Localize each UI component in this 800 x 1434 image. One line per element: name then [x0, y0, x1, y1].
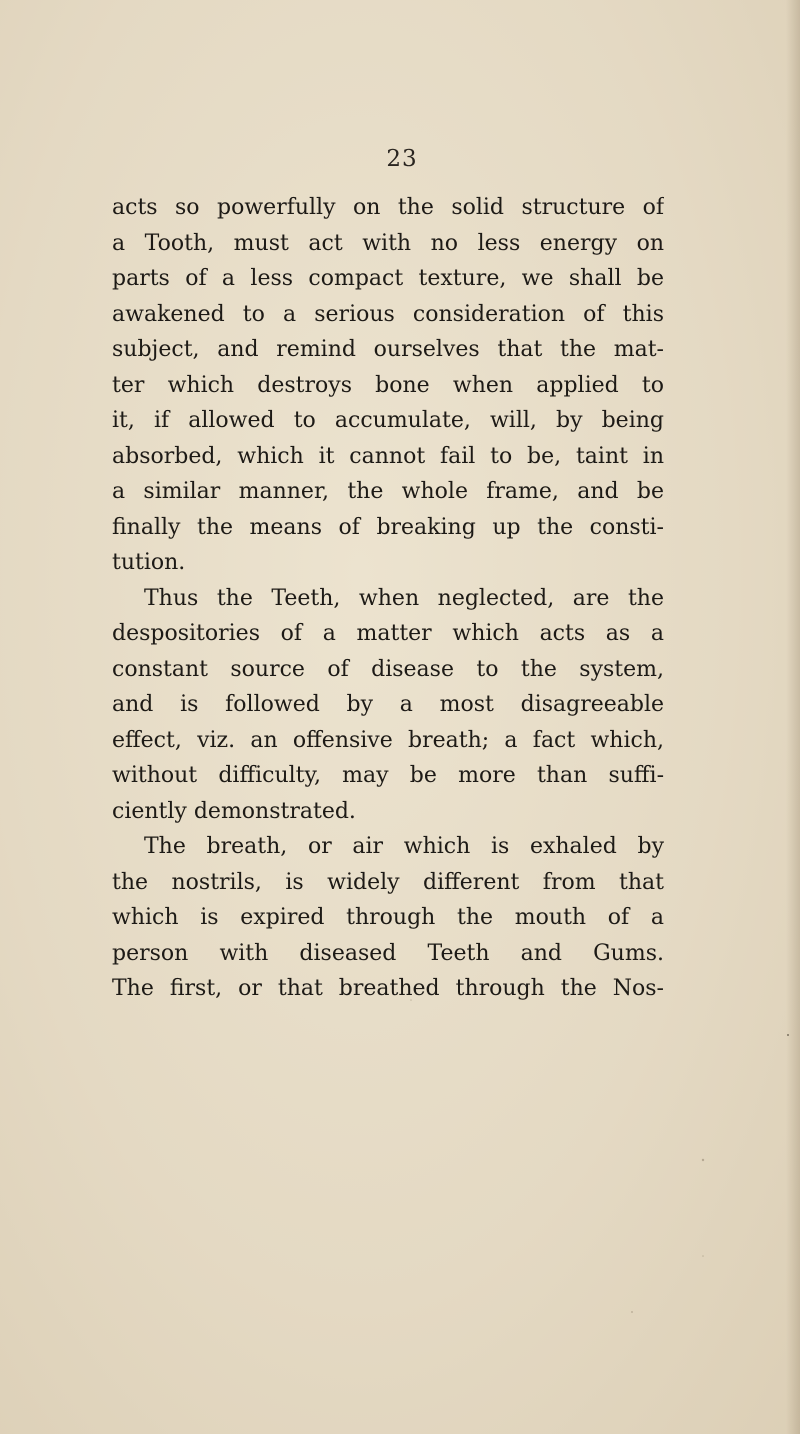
text-line: ciently demonstrated.	[112, 798, 356, 824]
text-line: which is expired through the mouth of a	[112, 905, 664, 930]
text-line: The first, or that breathed through the Nos-	[112, 976, 664, 1001]
text-line: parts of a less compact texture, we shall be	[112, 266, 664, 291]
text-line: and is followed by a most disagreeable	[112, 692, 664, 717]
text-line: constant source of disease to the system,	[112, 656, 664, 682]
text-line: The breath, or air which is exhaled by	[144, 834, 664, 859]
text-line: the nostrils, is widely different from that	[112, 869, 664, 895]
text-line: despositories of a matter which acts as a	[112, 621, 664, 646]
text-line: absorbed, which it cannot fail to be, taint in	[112, 443, 664, 469]
text-line: tution.	[112, 550, 186, 575]
text-line: ter which destroys bone when applied to	[112, 372, 664, 398]
text-line: awakened to a serious consideration of this	[112, 301, 664, 327]
body-text	[112, 190, 664, 1007]
text-line: without difficulty, may be more than suffi-	[112, 763, 664, 788]
text-line: person with diseased Teeth and Gums.	[112, 940, 664, 966]
text-line: acts so powerfully on the solid structure of	[112, 195, 664, 220]
page-number: 23	[386, 146, 418, 172]
text-line: it, if allowed to accumulate, will, by being	[112, 408, 664, 433]
page-edge-shadow	[786, 0, 800, 1434]
text-line: a similar manner, the whole frame, and be	[112, 479, 664, 504]
text-line: effect, viz. an offensive breath; a fact which,	[112, 727, 664, 753]
text-line: finally the means of breaking up the consti-	[112, 514, 664, 540]
text-line: Thus the Teeth, when neglected, are the	[144, 585, 664, 611]
text-line: subject, and remind ourselves that the mat-	[112, 337, 664, 362]
text-line: a Tooth, must act with no less energy on	[112, 230, 664, 256]
